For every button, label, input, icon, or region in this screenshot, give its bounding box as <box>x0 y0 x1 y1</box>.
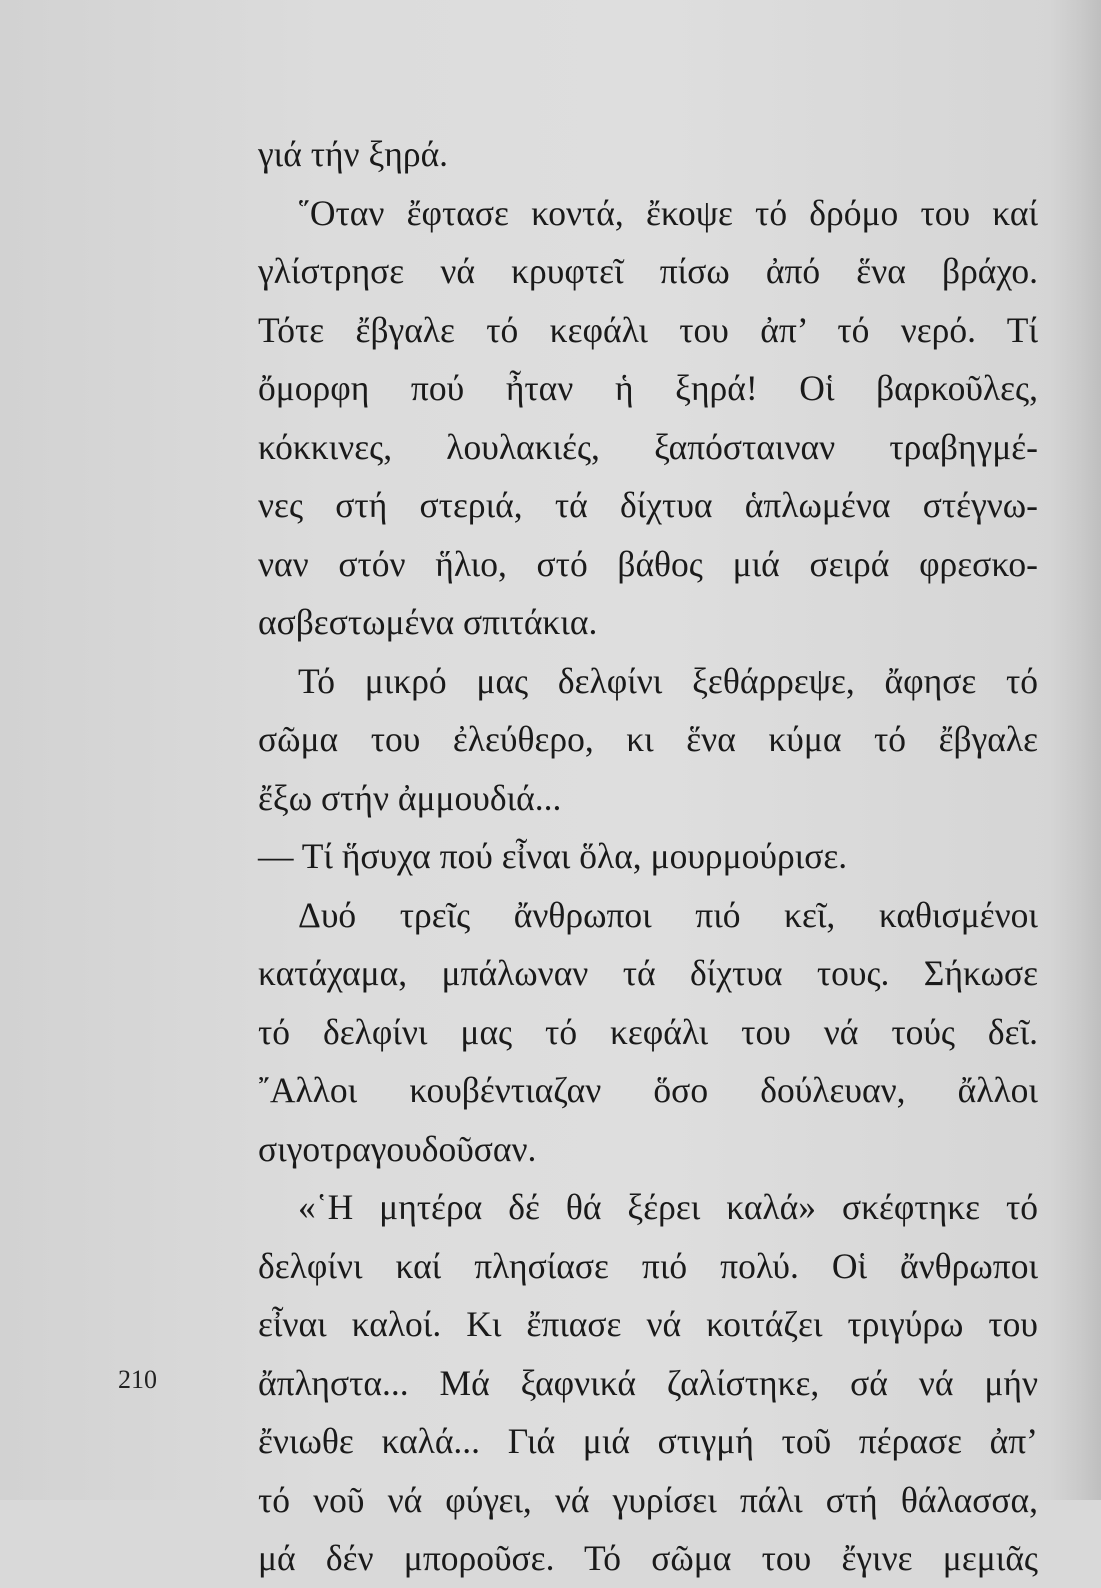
text-line: Δυό τρεῖς ἄνθρωποι πιό κεῖ, καθισμένοι <box>298 894 1038 935</box>
text-line: ῎Αλλοι κουβέντιαζαν ὅσο δούλευαν, ἄλλοι <box>258 1070 1038 1110</box>
text-line: ἄπληστα... Μά ξαφνικά ζαλίστηκε, σά νά μήν <box>258 1362 1038 1403</box>
text-line: Τότε ἔβγαλε τό κεφάλι του ἀπ’ τό νερό. Τί <box>258 309 1038 350</box>
text-line: δελφίνι καί πλησίασε πιό πολύ. Οἱ ἄνθρωποι <box>258 1245 1038 1286</box>
text-line: κόκκινες, λουλακιές, ξαπόσταιναν τραβηγμέ- <box>258 426 1038 467</box>
text-line: νες στή στεριά, τά δίχτυα ἁπλωμένα στέγνω- <box>258 485 1038 525</box>
text-line: «῾Η μητέρα δέ θά ξέρει καλά» σκέφτηκε τό <box>298 1187 1038 1227</box>
text-line: ασβεστωμένα σπιτάκια. <box>258 602 598 642</box>
text-line: ὄμορφη πού ἦταν ἡ ξηρά! Οἱ βαρκοῦλες, <box>258 368 1038 408</box>
page-number: 210 <box>118 1365 157 1394</box>
text-line: — Τί ἥσυχα πού εἶναι ὅλα, μουρμούρισε. <box>258 836 848 876</box>
text-line: σιγοτραγουδοῦσαν. <box>258 1128 537 1169</box>
text-line: εἶναι καλοί. Κι ἔπιασε νά κοιτάζει τριγύρω του <box>258 1304 1038 1344</box>
page-edge-shadow <box>1049 0 1101 1500</box>
text-line: κατάχαμα, μπάλωναν τά δίχτυα τους. Σήκωσε <box>258 953 1038 993</box>
text-line: σῶμα του ἐλεύθερο, κι ἕνα κύμα τό ἔβγαλε <box>258 719 1038 759</box>
text-line: ναν στόν ἥλιο, στό βάθος μιά σειρά φρεσκο- <box>258 543 1038 584</box>
text-line: γλίστρησε νά κρυφτεῖ πίσω ἀπό ἕνα βράχο. <box>258 251 1038 291</box>
text-line: τό δελφίνι μας τό κεφάλι του νά τούς δεῖ. <box>258 1011 1038 1052</box>
text-line: τό νοῦ νά φύγει, νά γυρίσει πάλι στή θάλασσα, <box>258 1479 1038 1520</box>
text-line: ἔνιωθε καλά... Γιά μιά στιγμή τοῦ πέρασε ἀπ’ <box>258 1421 1038 1461</box>
text-line: Τό μικρό μας δελφίνι ξεθάρρεψε, ἄφησε τό <box>298 660 1038 701</box>
text-line: ῞Οταν ἔφτασε κοντά, ἔκοψε τό δρόμο του καί <box>298 192 1038 233</box>
text-line: γιά τήν ξηρά. <box>258 134 449 174</box>
text-line: ἔξω στήν ἀμμουδιά... <box>258 777 562 818</box>
body-text <box>258 125 1038 1588</box>
text-line: μά δέν μποροῦσε. Τό σῶμα του ἔγινε μεμιᾶς <box>258 1538 1038 1578</box>
